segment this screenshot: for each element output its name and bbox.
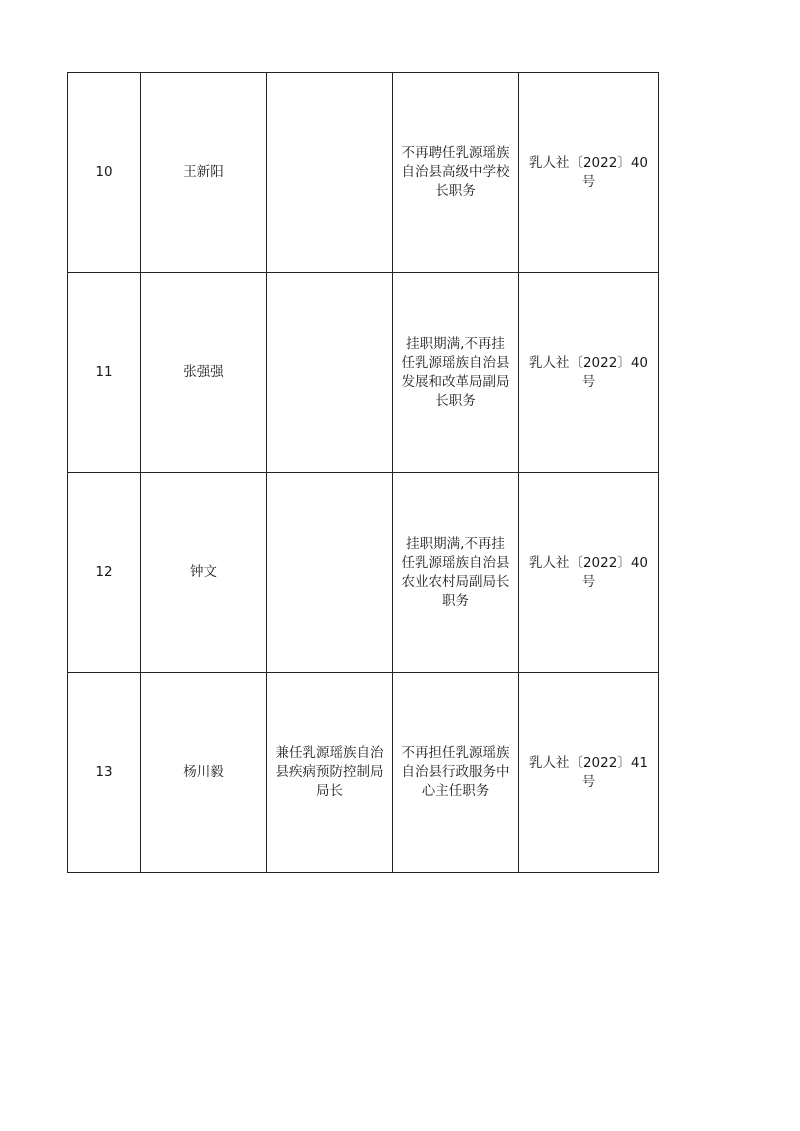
removed-post-cell: 不再担任乳源瑶族 自治县行政服务中 心主任职务 (393, 673, 519, 873)
table-row (68, 673, 659, 873)
new-post-cell (267, 273, 393, 473)
new-post-cell: 兼任乳源瑶族自治 县疾病预防控制局 局长 (267, 673, 393, 873)
person-name-cell: 杨川毅 (141, 673, 267, 873)
document-number-cell: 乳人社〔2022〕40 号 (519, 73, 659, 273)
row-number-cell: 13 (68, 673, 141, 873)
appointment-table (67, 72, 659, 873)
table-row (68, 73, 659, 273)
new-post-cell (267, 73, 393, 273)
document-number-cell: 乳人社〔2022〕40 号 (519, 273, 659, 473)
person-name-cell: 张强强 (141, 273, 267, 473)
removed-post-cell: 挂职期满,不再挂 任乳源瑶族自治县 农业农村局副局长 职务 (393, 473, 519, 673)
document-number-cell: 乳人社〔2022〕41 号 (519, 673, 659, 873)
person-name-cell: 王新阳 (141, 73, 267, 273)
document-number-cell: 乳人社〔2022〕40 号 (519, 473, 659, 673)
row-number-cell: 12 (68, 473, 141, 673)
removed-post-cell: 挂职期满,不再挂 任乳源瑶族自治县 发展和改革局副局 长职务 (393, 273, 519, 473)
row-number-cell: 10 (68, 73, 141, 273)
row-number-cell: 11 (68, 273, 141, 473)
person-name-cell: 钟文 (141, 473, 267, 673)
removed-post-cell: 不再聘任乳源瑶族 自治县高级中学校 长职务 (393, 73, 519, 273)
table-row (68, 273, 659, 473)
new-post-cell (267, 473, 393, 673)
table-row (68, 473, 659, 673)
